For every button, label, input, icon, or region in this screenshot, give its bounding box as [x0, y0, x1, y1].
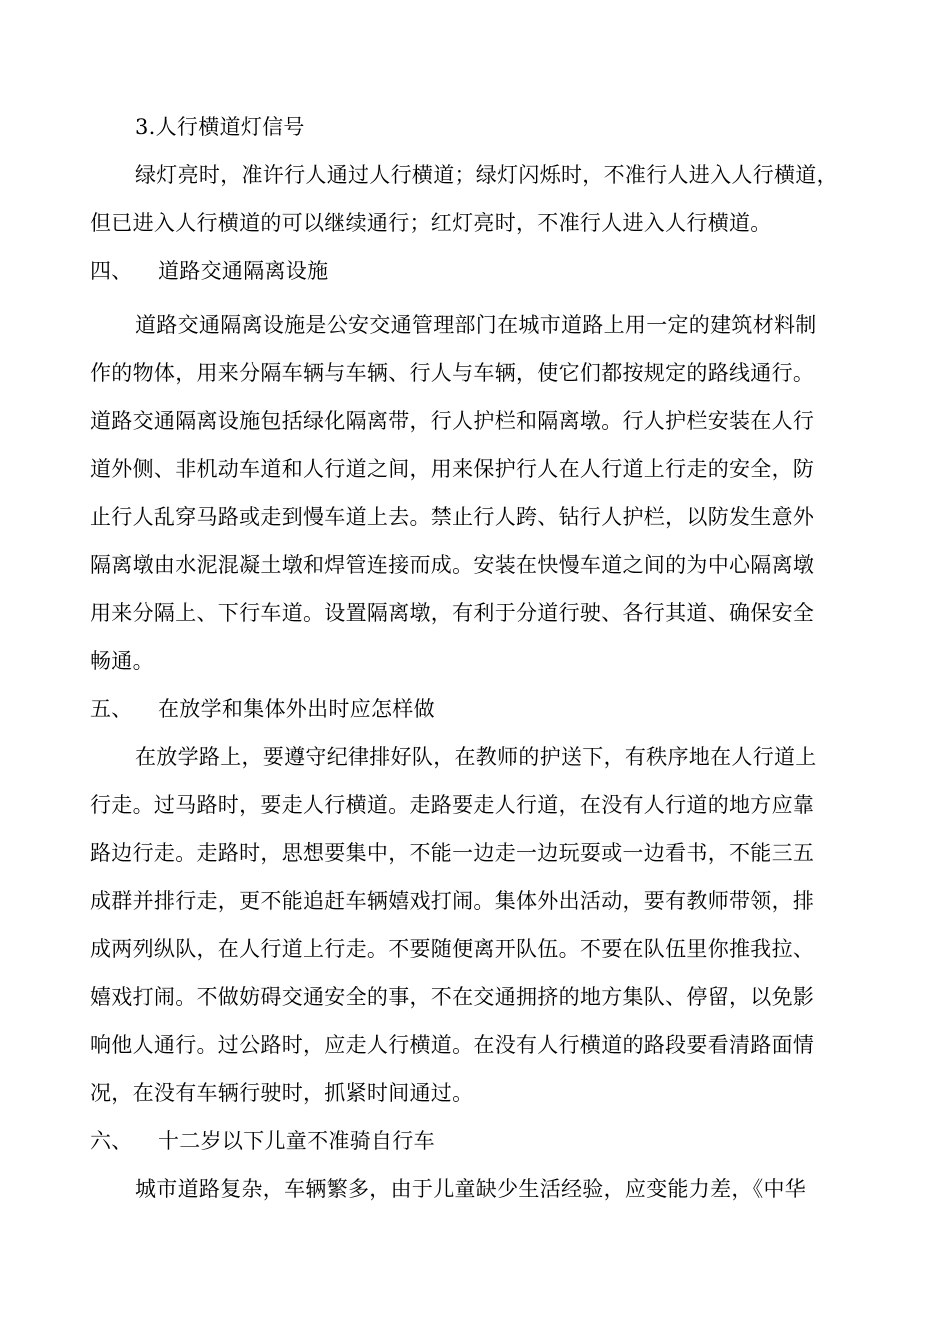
paragraph-line: 止行人乱穿马路或走到慢车道上去。禁止行人跨、钻行人护栏，以防发生意外	[90, 505, 815, 529]
paragraph-line: 隔离墩由水泥混凝土墩和焊管连接而成。安装在快慢车道之间的为中心隔离墩	[90, 553, 815, 577]
paragraph-line: 况，在没有车辆行驶时，抓紧时间通过。	[90, 1081, 474, 1105]
section-number: 四、	[90, 259, 133, 283]
paragraph-line: 但已进入人行横道的可以继续通行；红灯亮时，不准行人进入人行横道。	[90, 211, 772, 235]
paragraph-line: 成群并排行走，更不能追赶车辆嬉戏打闹。集体外出活动，要有教师带领，排	[90, 889, 815, 913]
paragraph-line: 路边行走。走路时，思想要集中，不能一边走一边玩耍或一边看书，不能三五	[90, 841, 815, 865]
section-heading-4	[90, 256, 870, 286]
paragraph-line: 嬉戏打闹。不做妨碍交通安全的事，不在交通拥挤的地方集队、停留，以免影	[90, 985, 815, 1009]
section-number: 六、	[90, 1129, 133, 1153]
section-heading-5	[90, 694, 870, 724]
paragraph-line: 道路交通隔离设施是公安交通管理部门在城市道路上用一定的建筑材料制	[135, 313, 817, 337]
section-number: 五、	[90, 697, 133, 721]
paragraph-line: 在放学路上，要遵守纪律排好队，在教师的护送下，有秩序地在人行道上	[135, 745, 817, 769]
paragraph-line: 作的物体，用来分隔车辆与车辆、行人与车辆，使它们都按规定的路线通行。	[90, 361, 815, 385]
paragraph-line: 响他人通行。过公路时，应走人行横道。在没有人行横道的路段要看清路面情	[90, 1033, 815, 1057]
paragraph-line: 用来分隔上、下行车道。设置隔离墩，有利于分道行驶、各行其道、确保安全	[90, 601, 815, 625]
paragraph-line: 成两列纵队，在人行道上行走。不要随便离开队伍。不要在队伍里你推我拉、	[90, 937, 815, 961]
paragraph-line: 道外侧、非机动车道和人行道之间，用来保护行人在人行道上行走的安全，防	[90, 457, 815, 481]
section-title: 道路交通隔离设施	[158, 259, 329, 283]
paragraph-line: 畅通。	[90, 649, 154, 673]
section-title: 十二岁以下儿童不准骑自行车	[158, 1129, 435, 1153]
section-heading-6	[90, 1126, 870, 1156]
paragraph-line: 城市道路复杂，车辆繁多，由于儿童缺少生活经验，应变能力差，《中华	[135, 1177, 807, 1201]
paragraph-line: 行走。过马路时，要走人行横道。走路要走人行道，在没有人行道的地方应靠	[90, 793, 815, 817]
paragraph-line: 道路交通隔离设施包括绿化隔离带，行人护栏和隔离墩。行人护栏安装在人行	[90, 409, 815, 433]
section-title: 在放学和集体外出时应怎样做	[158, 697, 435, 721]
paragraph-line: 绿灯亮时，准许行人通过人行横道；绿灯闪烁时，不准行人进入人行横道，	[135, 163, 838, 187]
sub-heading-signal: 3.人行横道灯信号	[135, 115, 305, 139]
